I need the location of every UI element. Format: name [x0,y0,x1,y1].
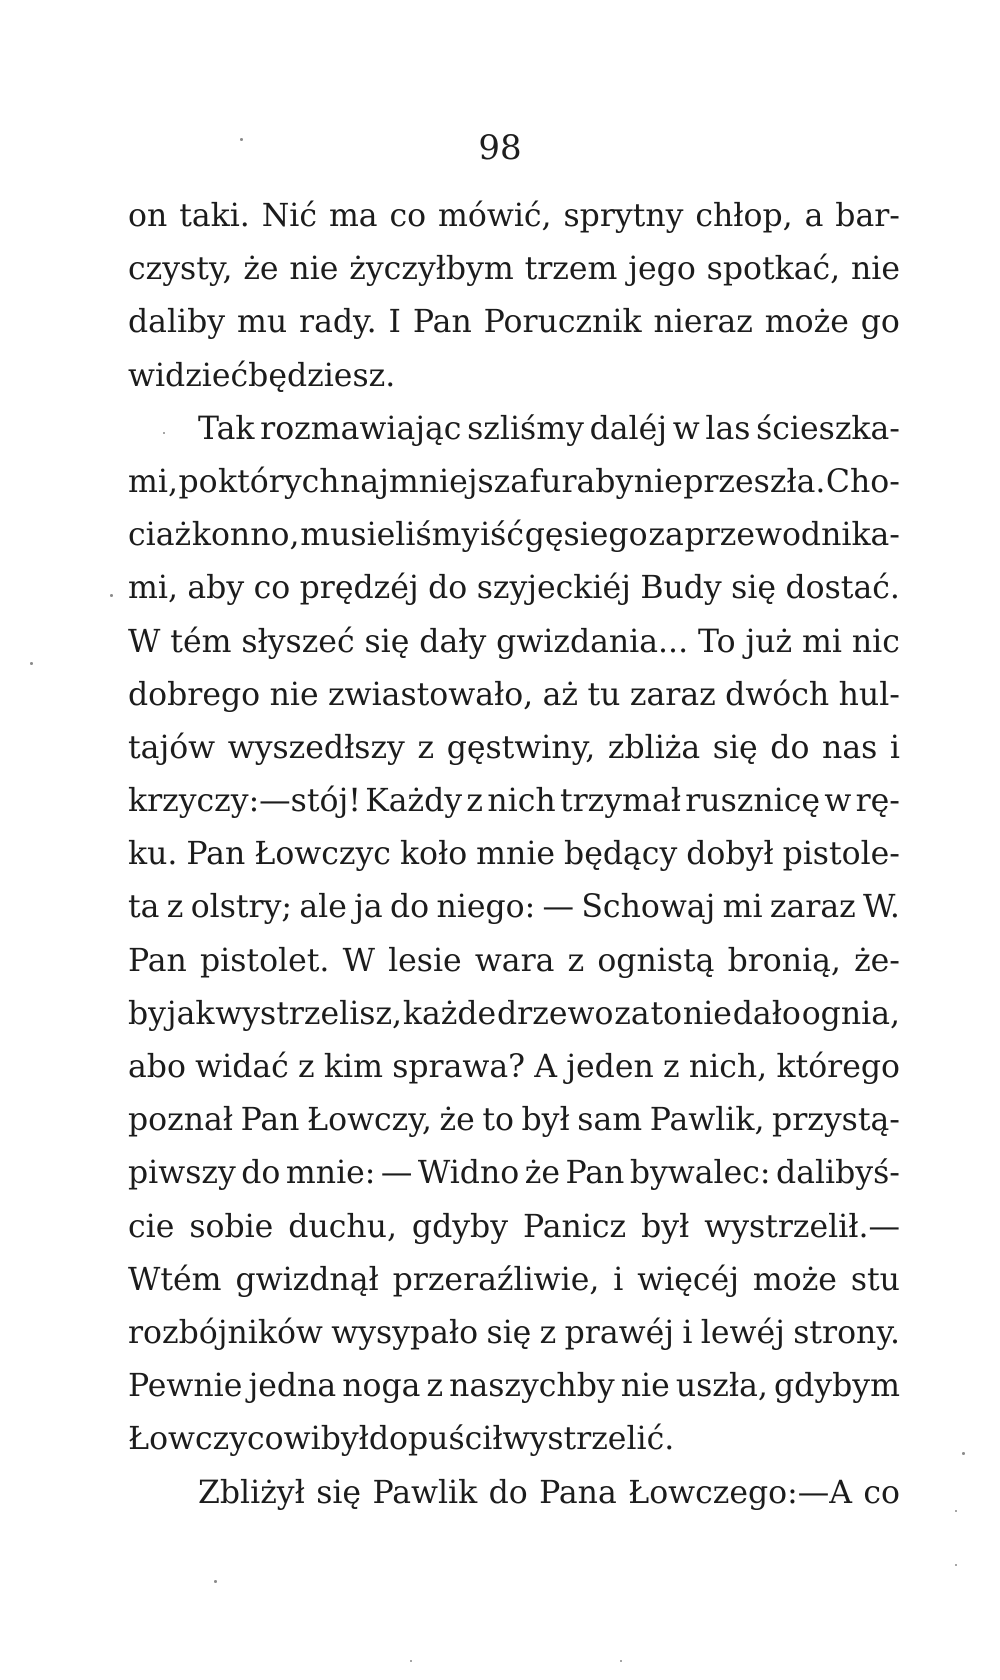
word: za [648,517,684,554]
text-line [128,403,900,456]
text-line [128,350,900,403]
word: słyszeć [241,623,355,660]
text-line [128,881,900,934]
word: trzem [524,251,618,288]
text-line [128,1201,900,1254]
word: Pewnie [128,1368,243,1405]
word: dostać. [785,570,900,607]
word: tém [170,623,232,660]
text-line [128,1307,900,1360]
word: to [482,1102,514,1139]
word: co [389,198,427,234]
page-number: 98 [478,128,522,168]
word: ale [299,889,347,926]
word: mnie: [285,1155,376,1192]
word: sprawa? [392,1049,526,1085]
word: mu [236,304,288,341]
scan-speck [240,138,243,141]
word: Pan [412,304,472,341]
word: Schowaj [581,889,716,926]
word: prędzéj [299,570,419,607]
word: mi [722,889,763,926]
word: duchu, [288,1208,397,1245]
word: sam [577,1102,643,1139]
word: Pan [128,942,187,979]
word: strony. [793,1314,900,1351]
word: spotkać, [706,251,841,288]
word: przystą- [772,1102,900,1139]
word: nie [633,463,683,500]
word: drzewo [497,995,614,1032]
word: Pan [240,1102,300,1139]
word: będący [564,836,678,873]
word: naszychby [449,1368,615,1405]
word: Tak [198,410,255,447]
word: las [705,410,751,447]
word: aż [542,676,579,713]
word: że [524,1155,560,1192]
text-line [128,243,900,296]
word: ognistą [597,942,715,979]
word: Zbliżył [198,1474,305,1511]
word: Łowczyc [254,836,391,873]
word: W. [863,889,900,926]
scan-speck [955,1564,957,1566]
word: prawéj [564,1314,674,1351]
word: gdyby [411,1208,509,1245]
word: i [613,1261,624,1298]
word: — [542,889,575,926]
word: go [860,304,900,341]
text-line [128,988,900,1041]
word: i [682,1314,693,1351]
word: mnie [476,836,556,873]
word: gęsiego [524,517,648,554]
scan-speck [410,1660,412,1662]
word: przeraźliwie, [392,1261,600,1298]
word: że- [854,942,900,979]
word: w [672,410,700,447]
word: daléj [589,410,668,447]
word: Łowczego:—A [628,1474,852,1511]
word: mi, [128,570,178,607]
word: W [128,623,161,660]
word: gdybym [773,1368,900,1405]
text-line [128,509,900,562]
word: się [316,1474,362,1511]
text-line [128,296,900,349]
text-line [128,1147,900,1200]
word: lesie [388,942,462,979]
word: aby [187,570,245,607]
word: najmniejsza [340,463,530,500]
word: widać [195,1049,289,1085]
word: Pawlik [372,1474,478,1511]
word: co [253,570,291,607]
text-line [128,1094,900,1147]
word: jego [628,251,696,288]
word: Łowczy, [307,1102,432,1139]
word: W [342,942,375,979]
word: bywalec: [629,1155,771,1192]
text-line [128,1413,900,1466]
word: dały [419,623,487,660]
word: przeszła. [683,463,826,500]
word: furaby [529,463,634,500]
word: chłop, [695,198,793,234]
text-line [128,456,900,509]
word: dopuścił [368,1421,503,1458]
word: sobie [189,1208,274,1245]
word: on [128,198,168,234]
word: Budy [640,570,722,607]
word: ta [128,889,160,926]
word: nich [487,783,556,820]
word: rę- [855,783,900,820]
scan-speck [620,1660,622,1662]
word: mówić, [438,198,552,234]
word: rozbójników [128,1314,323,1351]
word: krzyczy:—stój! [128,783,361,820]
word: rusznicę [685,783,820,820]
word: był [641,1208,690,1245]
word: się [486,1314,532,1351]
word: nie [269,676,319,713]
word: Pan [186,836,246,873]
word: dobrego [128,676,261,713]
word: noga [342,1368,421,1405]
scan-speck [110,594,113,597]
word: do [428,570,468,607]
word: wyszedłszy [227,729,405,766]
scan-speck [962,1452,965,1455]
word: I [388,304,401,341]
text-line [128,616,900,669]
word: nich, [688,1049,768,1085]
text-line [128,828,900,881]
word: wara [474,942,555,979]
word: kim [323,1049,383,1085]
word: ma [328,198,378,234]
word: będziesz. [248,357,396,394]
scan-speck [163,432,165,434]
word: wysypało [331,1314,479,1351]
word: piwszy [128,1155,236,1192]
text-line [128,1467,900,1520]
word: Widno [417,1155,520,1192]
word: rady. [299,304,377,341]
body-text [128,190,900,1520]
text-line [128,935,900,988]
word: to [650,995,683,1032]
word: życzyłbym [349,251,514,288]
word: tu [587,676,621,713]
word: by [128,995,166,1032]
word: do [770,729,810,766]
text-line [128,190,900,243]
text-line [128,1360,900,1413]
word: ku. [128,836,178,873]
word: Pana [539,1474,617,1511]
word: może [764,304,849,341]
word: z [663,1049,680,1085]
word: nic [851,623,900,660]
word: dwóch [725,676,830,713]
scan-speck [30,662,33,665]
word: nie [289,251,339,288]
word: czysty, [128,251,233,288]
word: rozmawiając [260,410,462,447]
word: jeden [566,1049,654,1085]
word: do [488,1474,528,1511]
text-line [128,775,900,828]
word: zaraz [769,889,856,926]
word: nieraz [653,304,753,341]
word: za [614,995,650,1032]
word: jedna [248,1368,337,1405]
word: wystrzelisz, [215,995,403,1032]
word: gwizdania... [496,623,689,660]
word: nie [620,1368,670,1405]
word: trzymał [559,783,681,820]
word: gęstwiny, [446,729,596,766]
word: z [298,1049,315,1085]
word: mi [802,623,842,660]
word: Nić [261,198,318,234]
word: z [426,1368,444,1405]
word: A [534,1049,558,1085]
word: Panicz [522,1208,627,1245]
word: lewéj [700,1314,785,1351]
word: nie [850,251,900,288]
word: w [824,783,852,820]
word: Każdy [365,783,463,820]
word: że [439,1102,475,1139]
word: poznał [128,1102,234,1139]
word: To [698,623,736,660]
word: których [218,463,340,500]
word: przewodnika- [684,517,900,554]
word: do [241,1155,281,1192]
word: konno, [191,517,300,554]
word: nie [682,995,732,1032]
word: z [539,1314,557,1351]
word: szyjeckiéj [476,570,631,607]
word: wystrzelić. [502,1421,675,1458]
word: pistolet. [200,942,330,979]
word: taki. [179,198,250,234]
word: i [889,729,900,766]
word: koło [399,836,468,873]
word: bronią, [727,942,841,979]
word: olstry; [190,889,293,926]
word: każde [402,995,497,1032]
word: stu [850,1261,900,1298]
word: abo [128,1049,186,1085]
word: że [243,251,279,288]
text-line [128,722,900,775]
word: Wtém [128,1261,222,1298]
word: szliśmy [467,410,584,447]
word: uszła, [675,1368,768,1405]
word: z [567,942,585,979]
word: Porucznik [483,304,642,341]
word: daliby [128,304,226,341]
word: wystrzelił.— [704,1208,900,1245]
word: ognia, [801,995,900,1032]
word: ścieszka- [756,410,900,447]
word: — [380,1155,413,1192]
word: z [417,729,435,766]
word: Cho- [825,463,900,500]
word: cie [128,1208,175,1245]
word: sprytny [563,198,684,234]
word: ja [354,889,383,926]
word: Pan [565,1155,625,1192]
word: z [466,783,484,820]
word: Pawlik, [649,1102,765,1139]
word: dało [732,995,801,1032]
scan-speck [955,1510,957,1512]
word: niego: [436,889,536,926]
word: zbliża [607,729,701,766]
text-line [128,1254,900,1307]
text-line [128,669,900,722]
word: jak [166,995,215,1032]
word: którego [776,1049,900,1085]
word: już [745,623,793,660]
word: Łowczycowi [128,1421,321,1458]
word: bar- [835,198,900,234]
word: nas [822,729,878,766]
word: z [166,889,184,926]
word: się [364,623,410,660]
word: mi, [128,463,178,500]
word: więcéj [637,1261,739,1298]
word: zaraz [629,676,716,713]
word: a [804,198,824,234]
word: tajów [128,729,216,766]
word: był [320,1421,369,1458]
word: się [731,570,777,607]
word: może [752,1261,837,1298]
text-line [128,1041,900,1094]
word: widzieć [128,357,249,394]
text-line [128,562,900,615]
scan-speck [214,1580,217,1583]
word: ciaż [128,517,192,554]
word: iść [480,517,524,554]
word: dalibyś- [776,1155,900,1192]
word: dobył [686,836,774,873]
word: zwiastowało, [328,676,534,713]
word: hul- [838,676,900,713]
word: po [178,463,218,500]
word: gwizdnął [235,1261,379,1298]
word: co [863,1474,900,1511]
word: pistole- [782,836,900,873]
word: się [712,729,758,766]
word: do [390,889,430,926]
word: musieliśmy [300,517,480,554]
word: był [521,1102,570,1139]
